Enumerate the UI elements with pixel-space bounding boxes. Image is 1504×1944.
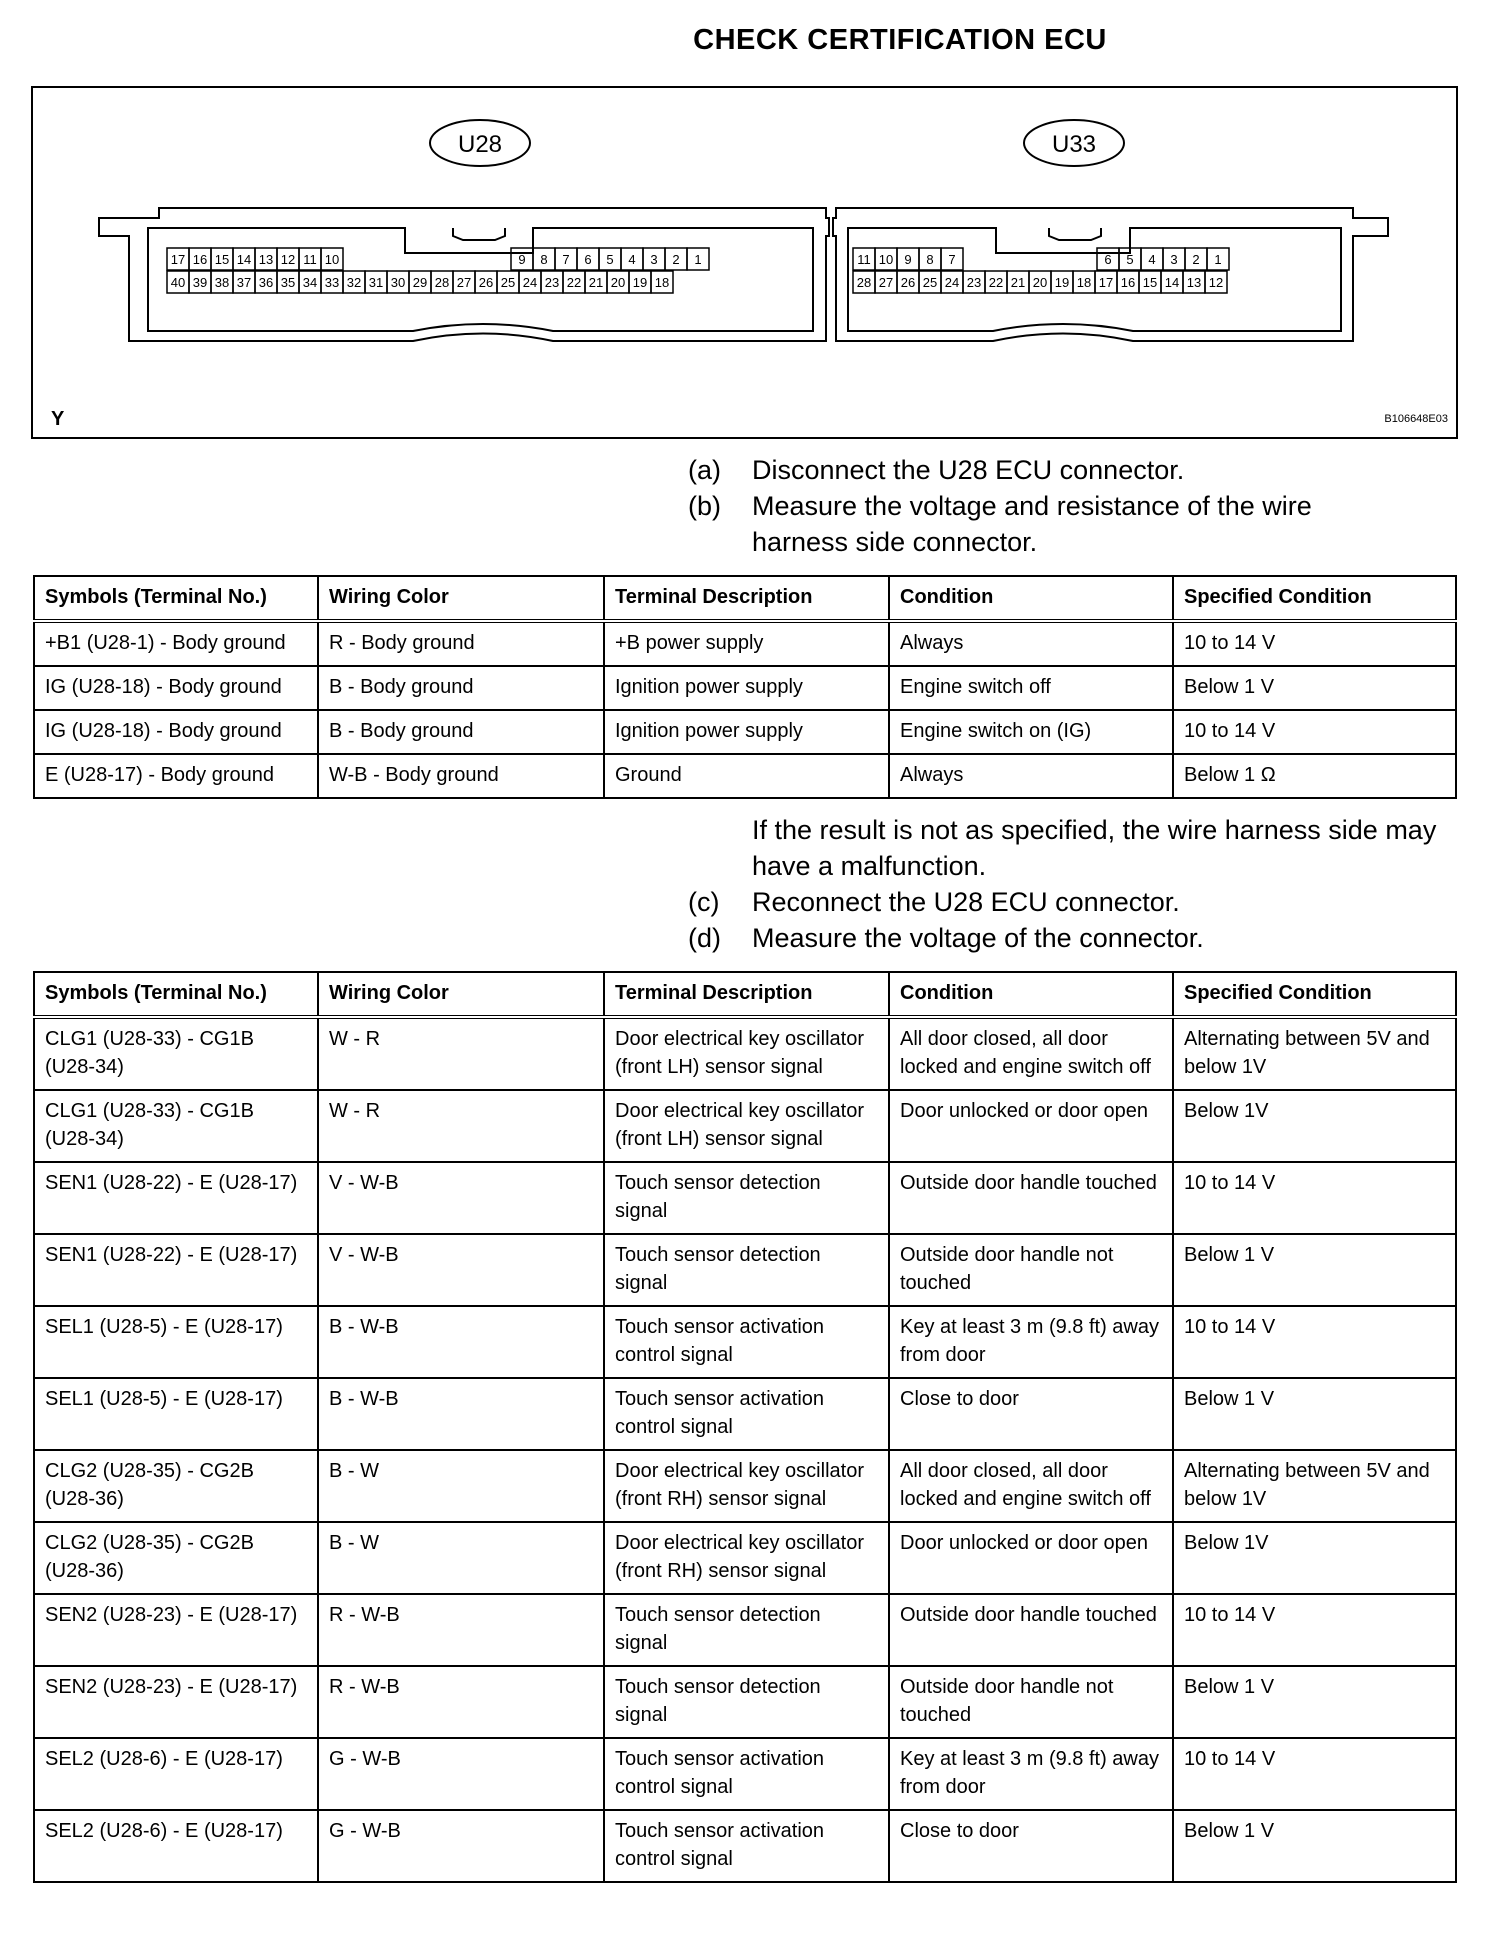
u28-pin-number: 9	[518, 252, 526, 267]
table-cell: Door electrical key oscillator (front RH) sensor signal	[604, 1522, 889, 1594]
u33-pin-number: 4	[1148, 252, 1156, 267]
table-row	[34, 621, 1456, 666]
table-cell: Door unlocked or door open	[889, 1522, 1173, 1594]
table-row	[34, 666, 1456, 710]
table-cell: Below 1 V	[1173, 1810, 1456, 1882]
table-cell: SEL1 (U28-5) - E (U28-17)	[34, 1378, 318, 1450]
table-cell: Below 1 Ω	[1173, 754, 1456, 798]
table-row	[34, 1090, 1456, 1162]
u28-pin-number: 40	[170, 275, 186, 290]
table-cell: Below 1 V	[1173, 1666, 1456, 1738]
u28-pin-number: 27	[456, 275, 472, 290]
u28-pin-number: 2	[672, 252, 680, 267]
table-cell: Below 1V	[1173, 1090, 1456, 1162]
column-header: Specified Condition	[1173, 972, 1456, 1017]
u28-pin-number: 16	[192, 252, 208, 267]
u28-pin-number: 7	[562, 252, 570, 267]
u28-pin-number: 30	[390, 275, 406, 290]
u33-pin-number: 23	[966, 275, 982, 290]
u33-pin-number: 22	[988, 275, 1004, 290]
table-row	[34, 1306, 1456, 1378]
table-row	[34, 1234, 1456, 1306]
table-cell: Touch sensor detection signal	[604, 1666, 889, 1738]
table-cell: R - W-B	[318, 1666, 604, 1738]
table-row	[34, 1017, 1456, 1090]
table-cell: B - W	[318, 1522, 604, 1594]
u28-pin-number: 14	[236, 252, 252, 267]
harness-check-table	[33, 575, 1457, 799]
table-cell: W - R	[318, 1090, 604, 1162]
table-cell: Close to door	[889, 1378, 1173, 1450]
table-cell: Door electrical key oscillator (front RH) sensor signal	[604, 1450, 889, 1522]
u33-pin-number: 20	[1032, 275, 1048, 290]
table-cell: E (U28-17) - Body ground	[34, 754, 318, 798]
table-cell: +B1 (U28-1) - Body ground	[34, 621, 318, 666]
step-d: (d) Measure the voltage of the connector.	[688, 923, 1204, 953]
column-header: Wiring Color	[318, 972, 604, 1017]
u33-pin-number: 11	[857, 252, 871, 267]
u33-pin-number: 3	[1170, 252, 1178, 267]
table-cell: 10 to 14 V	[1173, 1306, 1456, 1378]
table-header-row	[34, 972, 1456, 1017]
table-cell: B - Body ground	[318, 666, 604, 710]
u28-pin-number: 26	[478, 275, 494, 290]
u33-pin-number: 27	[878, 275, 894, 290]
u28-pin-number: 13	[258, 252, 274, 267]
table-cell: +B power supply	[604, 621, 889, 666]
table-row	[34, 754, 1456, 798]
table-cell: SEL2 (U28-6) - E (U28-17)	[34, 1810, 318, 1882]
table-cell: Ground	[604, 754, 889, 798]
table-cell: SEN2 (U28-23) - E (U28-17)	[34, 1666, 318, 1738]
table-cell: All door closed, all door locked and engine switch off	[889, 1450, 1173, 1522]
connector-drawing	[33, 88, 1456, 437]
u33-pin-number: 6	[1104, 252, 1112, 267]
u28-pin-number: 15	[214, 252, 230, 267]
u28-pin-number: 20	[610, 275, 626, 290]
u33-pin-number: 28	[856, 275, 872, 290]
u33-pin-number: 15	[1142, 275, 1158, 290]
u28-pin-number: 31	[368, 275, 384, 290]
u28-pin-number: 8	[540, 252, 548, 267]
table-cell: Always	[889, 621, 1173, 666]
page-title: CHECK CERTIFICATION ECU	[693, 24, 1107, 56]
u33-pin-number: 5	[1126, 252, 1134, 267]
table-cell: W - R	[318, 1017, 604, 1090]
u33-pin-number: 10	[878, 252, 894, 267]
u28-pin-number: 21	[588, 275, 604, 290]
u33-pin-number: 16	[1120, 275, 1136, 290]
table-cell: Touch sensor activation control signal	[604, 1738, 889, 1810]
u33-pin-number: 24	[944, 275, 960, 290]
u28-pin-number: 10	[324, 252, 340, 267]
step-a: (a) Disconnect the U28 ECU connector.	[688, 455, 1185, 485]
table-cell: B - Body ground	[318, 710, 604, 754]
u33-pin-number: 13	[1186, 275, 1202, 290]
table-cell: Outside door handle not touched	[889, 1666, 1173, 1738]
table-cell: B - W-B	[318, 1378, 604, 1450]
step-c: (c) Reconnect the U28 ECU connector.	[688, 887, 1180, 917]
table-cell: B - W	[318, 1450, 604, 1522]
table-cell: CLG1 (U28-33) - CG1B (U28-34)	[34, 1017, 318, 1090]
table-cell: Door electrical key oscillator (front LH) sensor signal	[604, 1090, 889, 1162]
u28-pin-number: 32	[346, 275, 362, 290]
u28-pin-number: 12	[280, 252, 296, 267]
table-cell: SEL2 (U28-6) - E (U28-17)	[34, 1738, 318, 1810]
u33-pin-number: 12	[1208, 275, 1224, 290]
steps-reconnect-measure	[688, 884, 1204, 956]
u33-pin-number: 14	[1164, 275, 1180, 290]
connector-diagram	[31, 86, 1458, 439]
table-cell: Alternating between 5V and below 1V	[1173, 1450, 1456, 1522]
u28-pin-number: 18	[654, 275, 670, 290]
table-cell: Touch sensor detection signal	[604, 1594, 889, 1666]
step-b: (b) Measure the voltage and resistance of the wire harness side connector.	[688, 491, 1312, 557]
u28-pin-number: 39	[192, 275, 208, 290]
u28-pin-number: 38	[214, 275, 230, 290]
u33-pin-number: 25	[922, 275, 938, 290]
table-cell: Ignition power supply	[604, 666, 889, 710]
table-cell: 10 to 14 V	[1173, 1162, 1456, 1234]
table-cell: Below 1 V	[1173, 1378, 1456, 1450]
table-cell: Engine switch off	[889, 666, 1173, 710]
u28-pin-number: 25	[500, 275, 516, 290]
table-cell: Alternating between 5V and below 1V	[1173, 1017, 1456, 1090]
table-cell: Touch sensor detection signal	[604, 1162, 889, 1234]
table-row	[34, 1162, 1456, 1234]
column-header: Specified Condition	[1173, 576, 1456, 621]
table-cell: IG (U28-18) - Body ground	[34, 666, 318, 710]
u28-pin-number: 33	[324, 275, 340, 290]
u28-pin-number: 19	[632, 275, 648, 290]
steps-disconnect-measure	[688, 452, 1408, 560]
table-cell: 10 to 14 V	[1173, 621, 1456, 666]
u33-pin-number: 21	[1010, 275, 1026, 290]
u28-pin-number: 1	[694, 252, 702, 267]
table-cell: V - W-B	[318, 1162, 604, 1234]
table-cell: SEN2 (U28-23) - E (U28-17)	[34, 1594, 318, 1666]
u28-pin-number: 28	[434, 275, 450, 290]
table-cell: V - W-B	[318, 1234, 604, 1306]
u33-pin-number: 19	[1054, 275, 1070, 290]
u28-pin-number: 34	[302, 275, 318, 290]
column-header: Symbols (Terminal No.)	[34, 972, 318, 1017]
u28-pin-number: 22	[566, 275, 582, 290]
u28-pin-number: 29	[412, 275, 428, 290]
table-cell: CLG2 (U28-35) - CG2B (U28-36)	[34, 1522, 318, 1594]
column-header: Terminal Description	[604, 576, 889, 621]
table-cell: Outside door handle not touched	[889, 1234, 1173, 1306]
u33-pin-number: 26	[900, 275, 916, 290]
connector-voltage-table	[33, 971, 1457, 1883]
column-header: Condition	[889, 972, 1173, 1017]
column-header: Symbols (Terminal No.)	[34, 576, 318, 621]
table-cell: Below 1 V	[1173, 1234, 1456, 1306]
table-cell: CLG2 (U28-35) - CG2B (U28-36)	[34, 1450, 318, 1522]
table-cell: IG (U28-18) - Body ground	[34, 710, 318, 754]
table-cell: 10 to 14 V	[1173, 1594, 1456, 1666]
table-cell: Key at least 3 m (9.8 ft) away from door	[889, 1306, 1173, 1378]
table-row	[34, 1738, 1456, 1810]
table-cell: 10 to 14 V	[1173, 1738, 1456, 1810]
u33-pin-number: 7	[948, 252, 956, 267]
figure-reference-code: B106648E03	[1384, 413, 1448, 425]
table-cell: Ignition power supply	[604, 710, 889, 754]
table-cell: Touch sensor activation control signal	[604, 1810, 889, 1882]
table-cell: Below 1 V	[1173, 666, 1456, 710]
table-cell: Close to door	[889, 1810, 1173, 1882]
table-row	[34, 1522, 1456, 1594]
table-cell: Engine switch on (IG)	[889, 710, 1173, 754]
u28-pin-number: 37	[236, 275, 252, 290]
table-cell: G - W-B	[318, 1738, 604, 1810]
u28-pin-number: 3	[650, 252, 658, 267]
table-cell: Door unlocked or door open	[889, 1090, 1173, 1162]
table-cell: R - W-B	[318, 1594, 604, 1666]
u28-pin-number: 36	[258, 275, 274, 290]
table-row	[34, 710, 1456, 754]
table-cell: Outside door handle touched	[889, 1162, 1173, 1234]
column-header: Wiring Color	[318, 576, 604, 621]
table-cell: Outside door handle touched	[889, 1594, 1173, 1666]
table-cell: Door electrical key oscillator (front LH) sensor signal	[604, 1017, 889, 1090]
table-cell: Below 1V	[1173, 1522, 1456, 1594]
table-row	[34, 1594, 1456, 1666]
u28-pin-number: 35	[280, 275, 296, 290]
table-cell: SEN1 (U28-22) - E (U28-17)	[34, 1162, 318, 1234]
u28-pin-number: 6	[584, 252, 592, 267]
table-cell: R - Body ground	[318, 621, 604, 666]
table-row	[34, 1666, 1456, 1738]
u33-pin-number: 18	[1076, 275, 1092, 290]
figure-corner-label: Y	[51, 408, 65, 430]
column-header: Condition	[889, 576, 1173, 621]
table-header-row	[34, 576, 1456, 621]
table-cell: CLG1 (U28-33) - CG1B (U28-34)	[34, 1090, 318, 1162]
table-cell: All door closed, all door locked and engine switch off	[889, 1017, 1173, 1090]
table-row	[34, 1450, 1456, 1522]
u28-pin-number: 11	[303, 252, 317, 267]
table-cell: Touch sensor activation control signal	[604, 1306, 889, 1378]
u33-pin-number: 17	[1098, 275, 1114, 290]
connector-u28-label: U28	[457, 131, 503, 158]
column-header: Terminal Description	[604, 972, 889, 1017]
u28-pin-number: 24	[522, 275, 538, 290]
u28-pin-number: 23	[544, 275, 560, 290]
u28-pin-number: 5	[606, 252, 614, 267]
u33-pin-number: 8	[926, 252, 934, 267]
table-row	[34, 1810, 1456, 1882]
u28-pin-number: 17	[170, 252, 186, 267]
connector-u33-label: U33	[1051, 131, 1097, 158]
table-cell: W-B - Body ground	[318, 754, 604, 798]
table-cell: Touch sensor detection signal	[604, 1234, 889, 1306]
table-cell: G - W-B	[318, 1810, 604, 1882]
table-cell: SEN1 (U28-22) - E (U28-17)	[34, 1234, 318, 1306]
u33-pin-number: 1	[1214, 252, 1222, 267]
table-cell: Key at least 3 m (9.8 ft) away from door	[889, 1738, 1173, 1810]
result-note: If the result is not as specified, the wire harness side may have a malfunction.	[752, 815, 1437, 881]
u33-pin-number: 9	[904, 252, 912, 267]
table-cell: SEL1 (U28-5) - E (U28-17)	[34, 1306, 318, 1378]
table-cell: Always	[889, 754, 1173, 798]
table-row	[34, 1378, 1456, 1450]
table-cell: 10 to 14 V	[1173, 710, 1456, 754]
table-cell: Touch sensor activation control signal	[604, 1378, 889, 1450]
table-cell: B - W-B	[318, 1306, 604, 1378]
u33-pin-number: 2	[1192, 252, 1200, 267]
u28-pin-number: 4	[628, 252, 636, 267]
